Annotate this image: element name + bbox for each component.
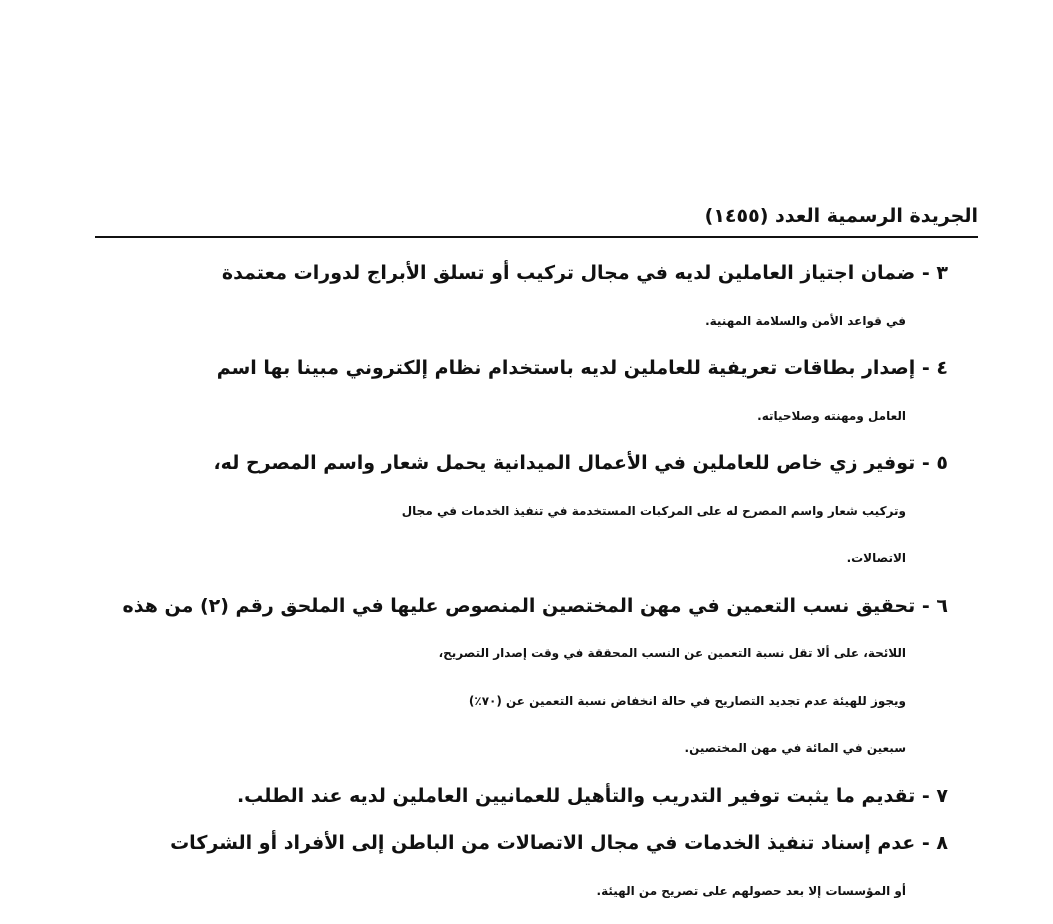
clause-line: ويجوز للهيئة عدم تجديد التصاريح في حالة انخفاض نسبة التعمين عن (٧٠٪)	[468, 693, 906, 708]
clause-6	[82, 583, 948, 773]
clause-line: أو المؤسسات إلا بعد حصولهم على تصريح من الهيئة.	[596, 883, 906, 898]
clause-8	[82, 820, 948, 915]
clause-3	[82, 250, 948, 345]
page-header	[95, 198, 978, 238]
clause-line: ٣ - ضمان اجتياز العاملين لديه في مجال تركيب أو تسلق الأبراج لدورات معتمدة	[221, 262, 948, 284]
clause-line: الاتصالات.	[846, 551, 906, 565]
gazette-title: الجريدة الرسمية العدد (١٤٥٥)	[704, 205, 978, 227]
clause-line: سبعين في المائة في مهن المختصين.	[684, 741, 906, 755]
clause-line: اللائحة، على ألا تقل نسبة التعمين عن النسب المحققة في وقت إصدار التصريح،	[438, 646, 906, 660]
clause-5	[82, 440, 948, 583]
clause-line: وتركيب شعار واسم المصرح له على المركبات المستخدمة في تنفيذ الخدمات في مجال	[401, 503, 906, 518]
clause-line: ٤ - إصدار بطاقات تعريفية للعاملين لديه باستخدام نظام إلكتروني مبينا بها اسم	[216, 357, 948, 379]
clause-line: العامل ومهنته وصلاحياته.	[757, 408, 906, 423]
clause-line: ٧ - تقديم ما يثبت توفير التدريب والتأهيل للعمانيين العاملين لديه عند الطلب.	[236, 784, 948, 807]
clause-7	[82, 773, 948, 821]
header-divider	[95, 236, 978, 238]
clause-line: ٦ - تحقيق نسب التعمين في مهن المختصين المنصوص عليها في الملحق رقم (٢) من هذه	[122, 594, 948, 617]
clause-line: في قواعد الأمن والسلامة المهنية.	[705, 313, 906, 328]
clause-line: ٨ - عدم إسناد تنفيذ الخدمات في مجال الاتصالات من الباطن إلى الأفراد أو الشركات	[170, 832, 948, 854]
clause-line: ٥ - توفير زي خاص للعاملين في الأعمال الميدانية يحمل شعار واسم المصرح له،	[213, 452, 948, 474]
article-body	[82, 250, 948, 915]
clause-4	[82, 345, 948, 440]
